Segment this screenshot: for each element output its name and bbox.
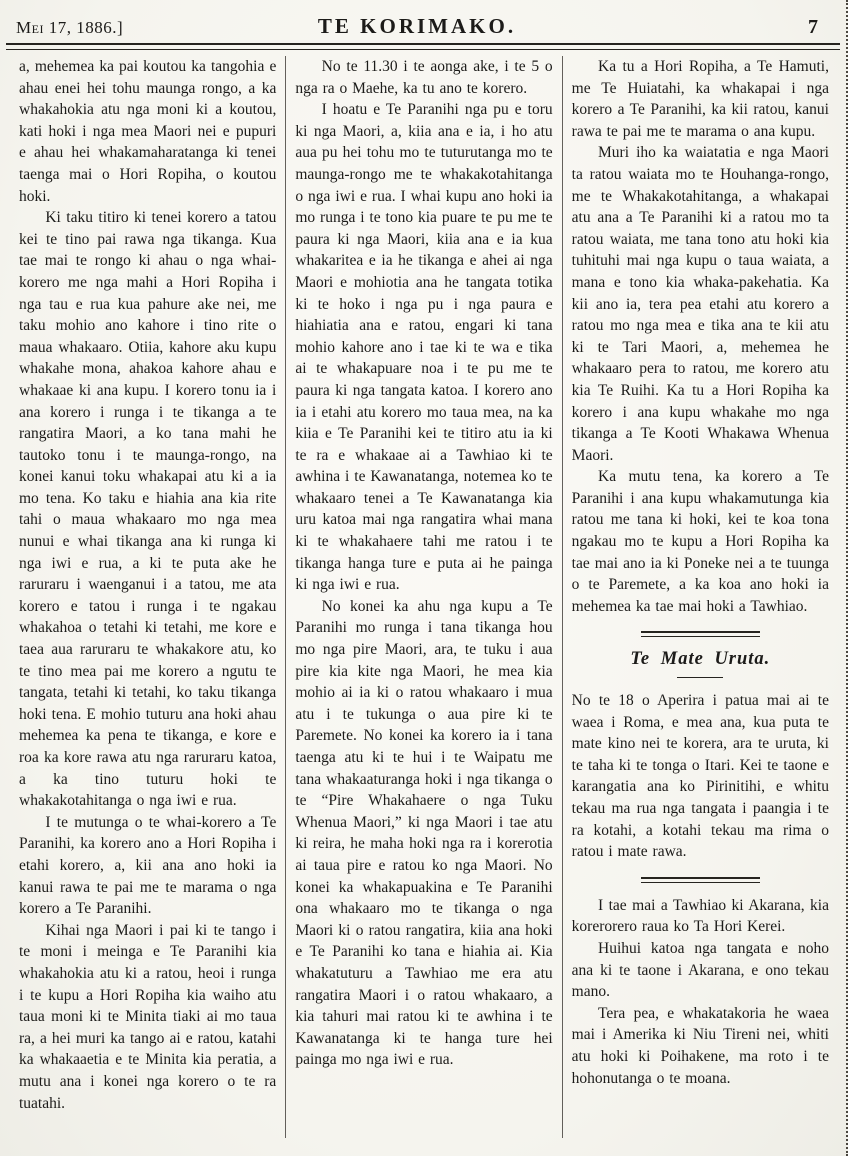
column-3 xyxy=(563,54,838,1138)
paragraph: No konei ka ahu nga kupu a Te Paranihi mo runga i tana tikanga hou mo nga pire Maori, ara, te tuku i aua pire kia kite nga Maori, he mea kia mohio ai ia ki o ratou whakaaro i mua atu i te tukunga o aua pire ki te Paremete. No konei ka korero ia i tana taenga atu ki te hui i te Waipatu me tana whakaaturanga hoki i nga tikanga o te “Pire Whakahaere o nga Tuku Whenua Maori,” ki nga Maori i tae atu ki reira, he maha hoki nga ra i korerotia ai taua pire e ratou ko nga Maori. No konei ka whakapuakina e Te Paranihi ona whakaaro mo te tikanga o nga Maori ki o ratou rangatira, kiia ana hoki e Te Paranihi ko tana e hiahia ai. Kia whakatuturu a Tawhiao me era atu rangatira Maori i o ratou whakaaro, a kia tahuri mai ratou ki te awhina i te Kawanatanga ki te hanga ture hei painga mo nga iwi e rua. xyxy=(295,597,553,1069)
masthead-rule xyxy=(6,43,840,50)
paragraph: Tera pea, e whakatakoria he waea mai i Amerika ki Niu Tireni nei, whiti atu hoki ki Poihakene, ma roto i te hohonutanga o te moana. xyxy=(571,1004,829,1087)
paragraph: No te 18 o Aperira i patua mai ai te waea i Roma, e mea ana, kua puta te mate kino nei te korera, ara te uruta, ki te taha ki te tonga o Itari. Kei te taone e karangatia ana ko Pirinitihi, e whitu tekau ma rua nga tangata i paangia i te ra kotahi, a kotahi tekau ma rima o ratou i mate rawa. xyxy=(571,692,829,861)
paragraph: Ka tu a Hori Ropiha, a Te Hamuti, me Te Huiatahi, ka whakapai i nga korero a Te Paranihi, ka kii ratou, kanui rawa te pai me te marama o ana kupu. xyxy=(571,58,829,140)
paragraph: a, mehemea ka pai koutou ka tangohia e ahau enei hei tohu maunga rongo, a ka whakahokia atu nga moni ki a koutou, kati hoki i nga mea Maori nei e pupuri e ahau hei whakamaharatanga ki tenei taenga mai o Hori Ropiha, o koutou hoki. xyxy=(19,58,277,205)
article-separator-rule xyxy=(641,631,759,637)
paragraph: No te 11.30 i te aonga ake, i te 5 o nga ra o Maehe, ka tu ano te korero. xyxy=(295,58,553,97)
masthead xyxy=(0,0,846,41)
column-layout xyxy=(0,50,846,1138)
page-title: TE KORIMAKO. xyxy=(317,14,517,38)
article-separator-rule xyxy=(641,877,759,883)
paragraph: Ka mutu tena, ka korero a Te Paranihi i ana kupu whakamutunga kia ratou me tana ki hoki, kei te koa tona ngakau mo te kupu a Hori Ropiha ka tae mai ano ia ki Poneke nei a te tuunga o te Paremete, a ka koa ano hoki ia mehemea ka tae mai hoki a Tawhiao. xyxy=(571,468,829,615)
paragraph: Muri iho ka waiatatia e nga Maori ta ratou waiata mo te Houhanga-rongo, me te Whakakotahitanga, a whakapai atu ana a Te Paranihi ki a ratou mo ta ratou waiata, me tana tono atu hoki kia tuhituhi mai nga kupu o taua waiata, a mana e tono kia whaka-pakehatia. Ka kii ano ia, tera pea etahi atu korero a ratou mo nga mea e tika ana te kii atu ki te Tari Maori, a, mehemea he whakaaro pera to ratou, me korero atu kia Te Ruihi. Ka tu a Hori Ropiha ka korero i ana kupu whakahe mo nga tikanga a Te Kooti Whakawa Whenua Maori. xyxy=(571,144,829,464)
paragraph: I hoatu e Te Paranihi nga pu e toru ki nga Maori, a, kiia ana e ia, i ho atu aua pu hei tohu mo te tuturutanga mo te maunga-rongo me te whakakotahitanga o nga iwi e rua. I whai kupu ano hoki ia mo runga i te tono kia puare te pu me te paura ki nga Maori, kiia ana e ia kua whakaritea e ia he tikanga e ahei ai nga Maori e mohiotia ana he tangata totika ki te hoko i nga pu i nga paura e hiahiatia ana e ratou, engari ki tana mohio kahore ano i tae ki te wa e tika ai te whakapuare noa i te pu me te paura ki nga tangata katoa. I korero ano ia i etahi atu korero mo taua mea, na ka kiia e Te Paranihi kei te titiro atu ia ki te ra e whakaae ai a Tawhiao ki te awhina i te Kawanatanga, notemea ko te whakaaro tenei a Te Kawanatanga kia uru katoa mai nga rangatira whai mana ki te whakahaere tahi me ratou i te tikanga hanga ture e puta ai he painga ki nga iwi e rua. xyxy=(295,101,553,594)
column-divider xyxy=(562,56,563,1138)
paragraph: I te mutunga o te whai-korero a Te Paranihi, ka korero ano a Hori Ropiha i etahi korero, a, kii ana ano hoki ia kanui rawa te pai me te marama o nga korero a Te Paranihi. xyxy=(19,813,277,918)
paragraph: Huihui katoa nga tangata e noho ana ki te taone i Akarana, e ono tekau mano. xyxy=(571,939,829,1001)
column-divider xyxy=(285,56,286,1138)
article-heading: Te Mate Uruta. xyxy=(630,649,771,670)
page-number: 7 xyxy=(808,16,818,38)
issue-date: Mei 17, 1886.] xyxy=(16,18,124,37)
paragraph: I tae mai a Tawhiao ki Akarana, kia korerorero raua ko Ta Hori Kerei. xyxy=(571,896,829,936)
column-1 xyxy=(10,54,285,1138)
column-2 xyxy=(286,54,561,1138)
paragraph: Kihai nga Maori i pai ki te tango i te moni i meinga e Te Paranihi kia whakahokia atu ki a ratou, heoi i runga i te kupu a Hori Ropiha kia waiho atu taua moni ki te Minita tiaki ai mo taua ra, a hei muri ka tango ai e ratou, katahi ka whakaaetia e te Minita kia peratia, a mutu ana i konei nga korero o te ra tuatahi. xyxy=(19,921,277,1112)
heading-underline-rule xyxy=(677,677,723,678)
paragraph: Ki taku titiro ki tenei korero a tatou kei te tino pai rawa nga tikanga. Kua tae mai te rongo ki ahau o nga whai-korero me nga mahi a Hori Ropiha i nga tau e rua kua pahure ake nei, me taku mohio ano kahore i tino rite o maua whakaaro. Otiia, kahore aku kupu whakahe mona, ahakoa kahore ahau e whakaae ki ana kupu. I korero tonu ia i ana korero i runga i te tikanga a te rangatira Maori, a ko tana mahi he tautoko tonu i te maunga-rongo, na konei kanui toku whakapai atu ki a ia mo tena. Ko taku e hiahia ana kia rite tahi o maua whakaaro mo nga mea nunui e whai tikanga ana ki runga ki nga iwi e rua, a ki te puta ake he raruraru i waenganui i a tatou, me ata korero e tatou i runga i te ngakau whakahoa o tetahi ki tetahi, me kore e taea aua raruraru te whakakore atu, ko te tino mea pai me korero a ngutu te tangata, tetahi ki tetahi, ko taku tikanga hoki tena. E mohio tuturu ana hoki ahau mehemea ka pena te tikanga, e kore e roa ka kore rawa atu nga raruraru katoa, a ka tino tuturu hoki te whakakotahitanga o nga iwi e rua. xyxy=(19,209,277,810)
